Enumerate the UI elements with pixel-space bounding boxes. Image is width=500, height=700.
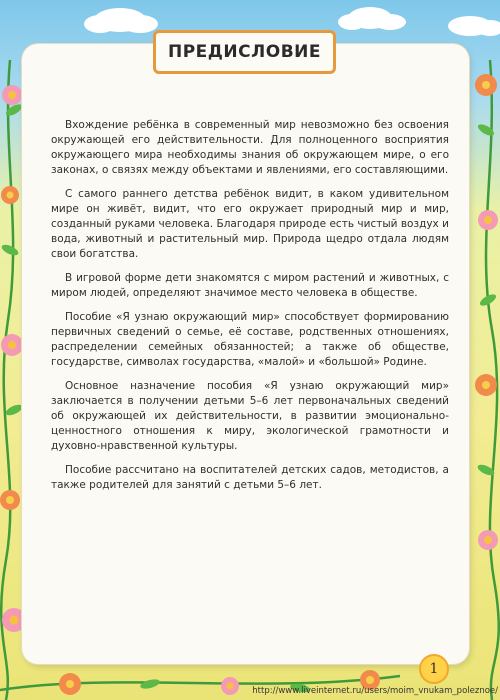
source-url: http://www.liveinternet.ru/users/moim_vnukam_poleznoe/ [252, 686, 498, 696]
flower-icon [475, 374, 497, 396]
flower-icon [0, 490, 20, 510]
flower-icon [1, 186, 19, 204]
paragraph: Основное назначение пособия «Я узнаю окружающий мир» заключается в получении детьми 5–6 лет первоначальных сведений об окружающей их действительности, в развитии эмоционально-ценностного отношения к миру, экологической грамотности и духовно-нравственной культуры. [51, 380, 449, 452]
paragraph: С самого раннего детства ребёнок видит, в каком удивительном мире он живёт, видит, что его окружает природный мир и мир, созданный руками человека. Благодаря природе есть чистый воздух и вода, животный и растительный мир. Природа щедро отдала людям свои богатства. [51, 188, 449, 260]
flower-icon [1, 334, 23, 356]
left-vine [1, 60, 13, 700]
flower-icon [2, 85, 22, 105]
flower-icon [475, 74, 497, 96]
cloud-icon [448, 16, 500, 36]
page-number: 1 [429, 661, 439, 677]
paragraph: Пособие рассчитано на воспитателей детских садов, методистов, а также родителей для занятий с детьми 5–6 лет. [51, 464, 449, 491]
paragraph: Вхождение ребёнка в современный мир невозможно без освоения окружающей его действительности. Для полноценного восприятия окружающего мира необходимы знания об окружающем мире, о его законах, о связях между объектами и явлениями, его составляющими. [51, 119, 449, 176]
page-title: ПРЕДИСЛОВИЕ [167, 42, 321, 62]
cloud-icon [84, 8, 158, 33]
page-number-badge [419, 654, 449, 684]
cloud-icon [338, 7, 406, 30]
title-banner [153, 30, 336, 74]
flower-icon [59, 673, 81, 695]
paragraph: Пособие «Я узнаю окружающий мир» способствует формированию первичных сведений о семье, её составе, родственных отношениях, распределении семейных обязанностей; а также об обществе, государстве, символах государства, «малой» и «большой» Родине. [51, 311, 449, 368]
flower-icon [478, 210, 498, 230]
flower-icon [478, 530, 498, 550]
paragraph: В игровой форме дети знакомятся с миром растений и животных, с миром людей, определяют значимое место человека в обществе. [51, 272, 449, 299]
preface-text [51, 118, 449, 502]
